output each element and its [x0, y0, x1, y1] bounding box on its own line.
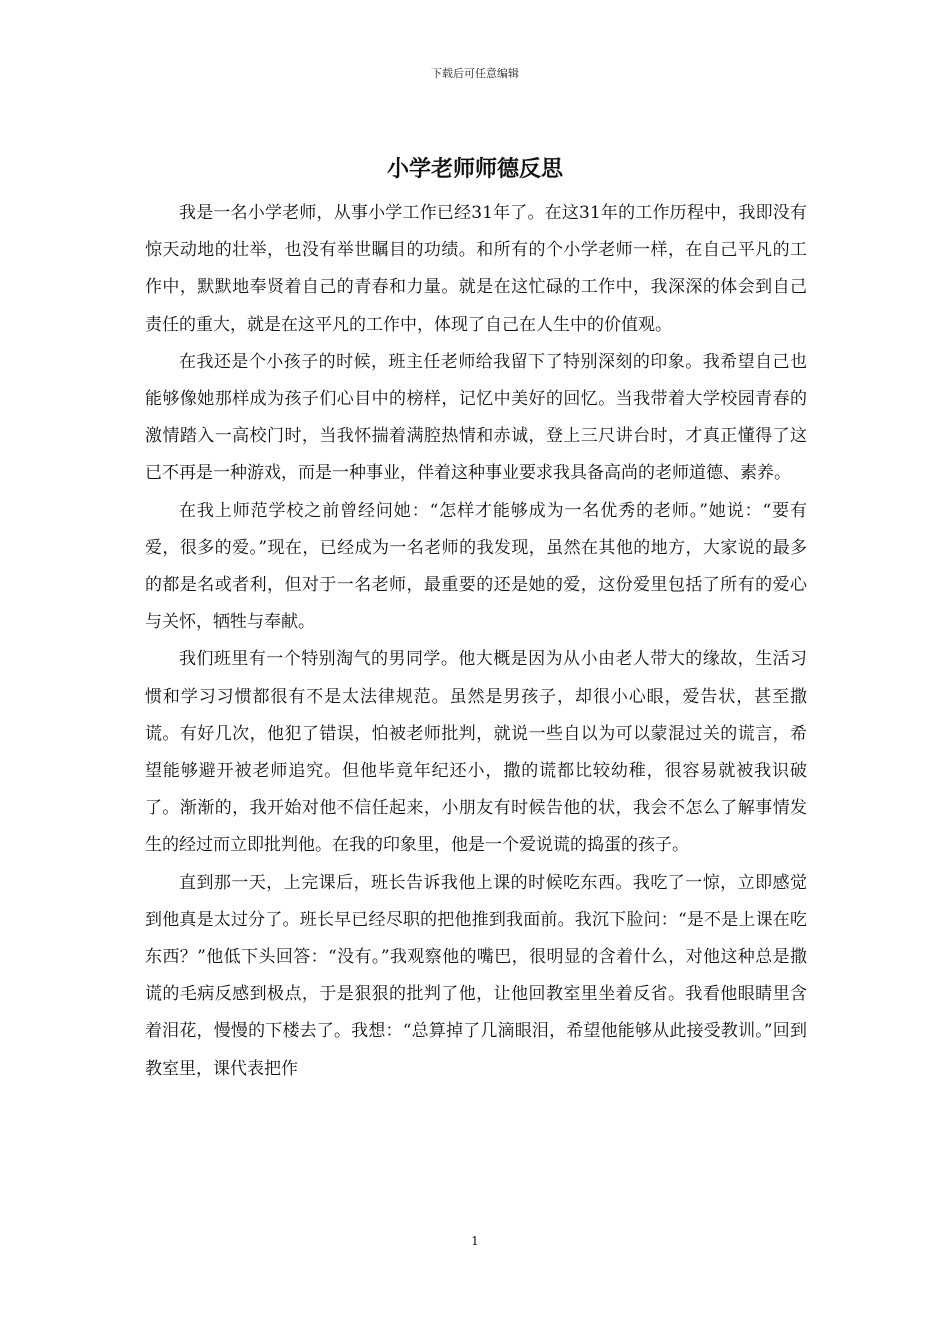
document-body — [145, 195, 807, 1088]
page-header: 下载后可任意编辑 — [431, 67, 519, 80]
paragraph-4: 我们班里有一个特别淘气的男同学。他大概是因为从小由老人带大的缘故，生活习惯和学习习惯都很有不是太法律规范。虽然是男孩子，却很小心眼，爱告状，甚至撒谎。有好几次，他犯了错误，怕被老师批判，就说一些自以为可以蒙混过关的谎言，希望能够避开被老师追究。但他毕竟年纪还小，撒的谎都比较幼稚，很容易就被我识破了。渐渐的，我开始对他不信任起来，小朋友有时候告他的状，我会不怎么了解事情发生的经过而立即批判他。在我的印象里，他是一个爱说谎的捣蛋的孩子。 — [145, 649, 807, 856]
paragraph-3: 在我上师范学校之前曾经问她：“怎样才能够成为一名优秀的老师。”她说：“要有爱，很多的爱。”现在，已经成为一名老师的我发现，虽然在其他的地方，大家说的最多的都是名或者利，但对于一名老师，最重要的还是她的爱，这份爱里包括了所有的爱心与关怀，牺牲与奉献。 — [145, 500, 807, 633]
paragraph-5: 直到那一天，上完课后，班长告诉我他上课的时候吃东西。我吃了一惊，立即感觉到他真是太过分了。班长早已经尽职的把他推到我面前。我沉下脸问：“是不是上课在吃东西？”他低下头回答：“没有。”我观察他的嘴巴，很明显的含着什么，对他这种总是撒谎的毛病反感到极点，于是狠狠的批判了他，让他回教室里坐着反省。我看他眼睛里含着泪花，慢慢的下楼去了。我想：“总算掉了几滴眼泪，希望他能够从此接受教训。”回到教室里，课代表把作 — [145, 872, 807, 1079]
paragraph-2: 在我还是个小孩子的时候，班主任老师给我留下了特别深刻的印象。我希望自己也能够像她那样成为孩子们心目中的榜样，记忆中美好的回忆。当我带着大学校园青春的激情踏入一高校门时，当我怀揣着满腔热情和赤诚，登上三尺讲台时，才真正懂得了这已不再是一种游戏，而是一种事业，伴着这种事业要求我具备高尚的老师道德、素养。 — [145, 351, 807, 484]
paragraph-1: 我是一名小学老师，从事小学工作已经31年了。在这31年的工作历程中，我即没有惊天动地的壮举，也没有举世瞩目的功绩。和所有的个小学老师一样，在自己平凡的工作中，默默地奉贤着自己的青春和力量。就是在这忙碌的工作中，我深深的体会到自己责任的重大，就是在这平凡的工作中，体现了自己在人生中的价值观。 — [145, 203, 807, 335]
document-title: 小学老师师德反思 — [386, 156, 563, 182]
page-number: 1 — [471, 1234, 479, 1248]
